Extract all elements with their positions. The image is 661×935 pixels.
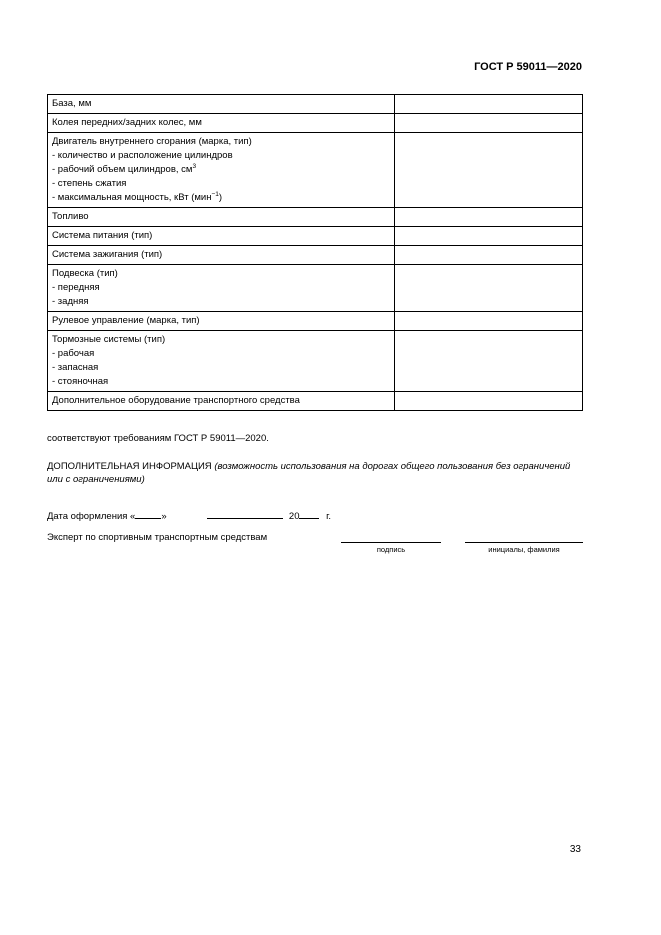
conformity-statement: соответствуют требованиям ГОСТ Р 59011—2020. bbox=[47, 433, 269, 444]
signature-caption: подпись bbox=[376, 545, 406, 554]
table-row bbox=[48, 208, 583, 227]
document-standard-header: ГОСТ Р 59011—2020 bbox=[474, 61, 582, 73]
year-blank[interactable] bbox=[299, 508, 319, 519]
table-row bbox=[48, 114, 583, 133]
value-cell-base[interactable] bbox=[395, 95, 583, 114]
value-cell-steering[interactable] bbox=[395, 312, 583, 331]
vehicle-parameters-table bbox=[47, 94, 583, 411]
table-row bbox=[48, 133, 583, 208]
month-blank[interactable] bbox=[207, 508, 283, 519]
row-label-engine: Двигатель внутреннего сгорания (марка, тип) - количество и расположение цилиндров - рабочий объем цилиндров, $см^3$ - степень сжатия - максимальная мощность, кВт (мин$^{-1}$) bbox=[48, 133, 395, 208]
value-cell-engine[interactable] bbox=[395, 133, 583, 208]
table-row bbox=[48, 246, 583, 265]
page-number: 33 bbox=[569, 844, 581, 855]
row-label-steering: Рулевое управление (марка, тип) bbox=[48, 312, 395, 331]
date-label: Дата оформления « bbox=[47, 511, 136, 522]
row-label-brakes: Тормозные системы (тип) - рабочая - запасная - стояночная bbox=[48, 331, 395, 392]
value-cell-fuel-system[interactable] bbox=[395, 227, 583, 246]
row-label-fuel: Топливо bbox=[48, 208, 395, 227]
year-prefix: 20 bbox=[288, 511, 300, 522]
signature-line[interactable] bbox=[341, 542, 441, 543]
table-row bbox=[48, 95, 583, 114]
name-caption: инициалы, фамилия bbox=[488, 545, 560, 554]
expert-label: Эксперт по спортивным транспортным средствам bbox=[47, 532, 268, 543]
row-label-fuel-system: Система питания (тип) bbox=[48, 227, 395, 246]
row-label-suspension: Подвеска (тип) - передняя - задняя bbox=[48, 265, 395, 312]
name-line[interactable] bbox=[465, 542, 583, 543]
table-row bbox=[48, 331, 583, 392]
value-cell-fuel[interactable] bbox=[395, 208, 583, 227]
date-close-quote: » bbox=[161, 511, 167, 522]
value-cell-track[interactable] bbox=[395, 114, 583, 133]
row-label-base: База, мм bbox=[48, 95, 395, 114]
table-row bbox=[48, 312, 583, 331]
row-label-track: Колея передних/задних колес, мм bbox=[48, 114, 395, 133]
table-row bbox=[48, 265, 583, 312]
year-suffix: г. bbox=[326, 511, 332, 522]
value-cell-ignition[interactable] bbox=[395, 246, 583, 265]
table-row bbox=[48, 392, 583, 411]
value-cell-extra-equipment[interactable] bbox=[395, 392, 583, 411]
date-row bbox=[47, 508, 331, 522]
additional-info-title: ДОПОЛНИТЕЛЬНАЯ ИНФОРМАЦИЯ bbox=[47, 461, 212, 472]
row-label-ignition: Система зажигания (тип) bbox=[48, 246, 395, 265]
day-blank[interactable] bbox=[135, 508, 161, 519]
additional-info-note: (возможность использования на дорогах общего пользования без ограничений или с ограничениями) bbox=[47, 461, 571, 485]
row-label-extra-equipment: Дополнительное оборудование транспортного средства bbox=[48, 392, 395, 411]
value-cell-brakes[interactable] bbox=[395, 331, 583, 392]
value-cell-suspension[interactable] bbox=[395, 265, 583, 312]
table-row bbox=[48, 227, 583, 246]
additional-info bbox=[47, 460, 583, 486]
